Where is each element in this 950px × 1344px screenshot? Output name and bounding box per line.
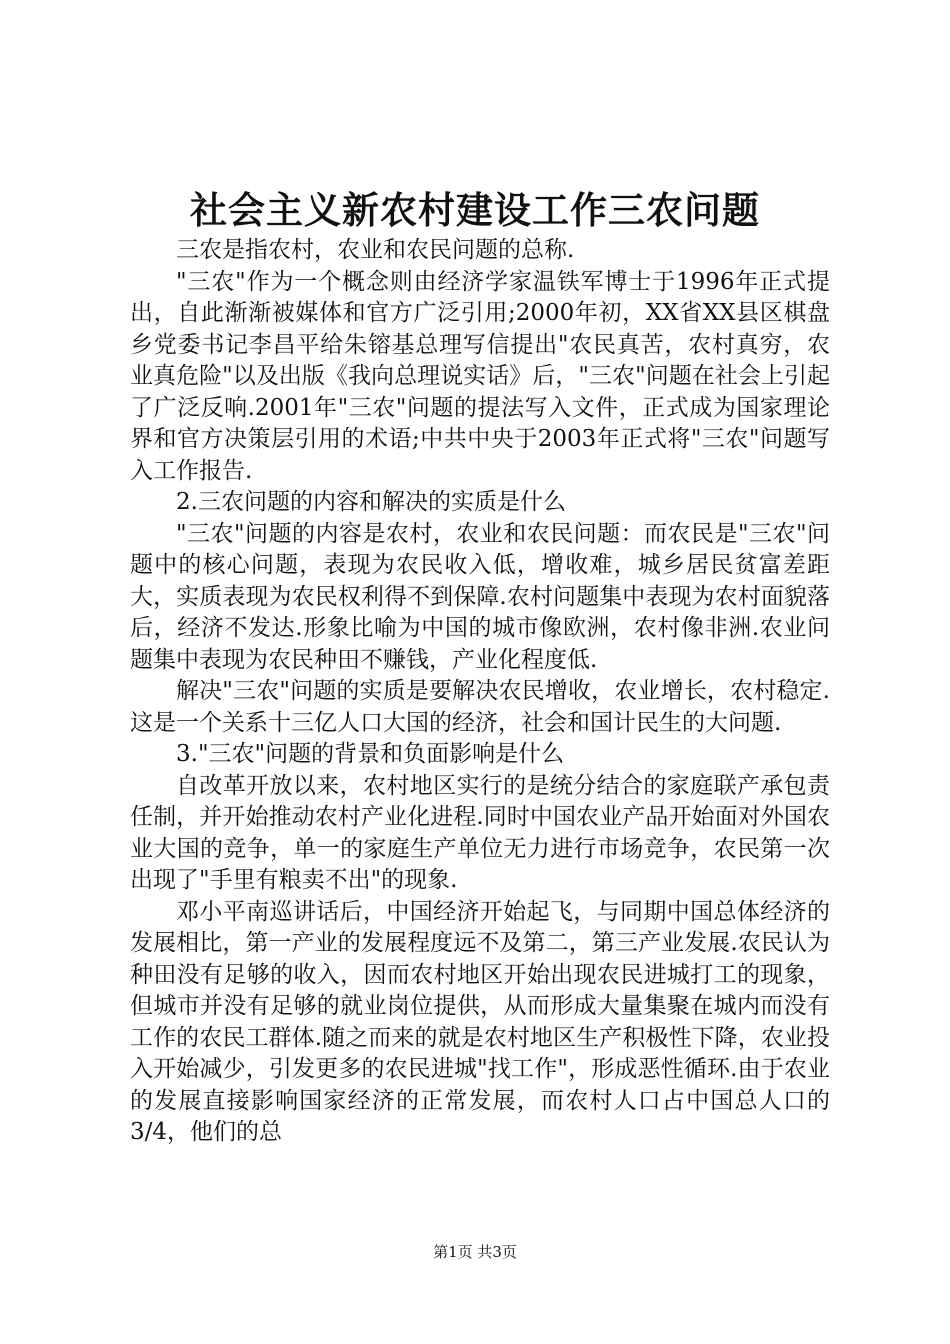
document-title: 社会主义新农村建设工作三农问题 bbox=[190, 188, 760, 232]
paragraph: 解决"三农"问题的实质是要解决农民增收，农业增长，农村稳定.这是一个关系十三亿人口大国的经济，社会和国计民生的大问题. bbox=[130, 678, 830, 736]
paragraph: 三农是指农村，农业和农民问题的总称. bbox=[176, 237, 575, 263]
paragraph: "三农"作为一个概念则由经济学家温铁军博士于1996年正式提出，自此渐渐被媒体和官方广泛引用;2000年初，XX省XX县区棋盘乡党委书记李昌平给朱镕基总理写信提出"农民真苦，农村真穷，农业真危险"以及出版《我向总理说实话》后，"三农"问题在社会上引起了广泛反响.2001年"三农"问题的提法写入文件，正式成为国家理论界和官方决策层引用的术语;中共中央于2003年正式将"三农"问题写入工作报告. bbox=[130, 268, 830, 484]
section-heading: 3."三农"问题的背景和负面影响是什么 bbox=[176, 741, 565, 767]
document-body bbox=[130, 235, 830, 1149]
paragraph: 邓小平南巡讲话后，中国经济开始起飞，与同期中国总体经济的发展相比，第一产业的发展程度远不及第二，第三产业发展.农民认为种田没有足够的收入，因而农村地区开始出现农民进城打工的现象，但城市并没有足够的就业岗位提供，从而形成大量集聚在城内而没有工作的农民工群体.随之而来的就是农村地区生产积极性下降，农业投入开始减少，引发更多的农民进城"找工作"，形成恶性循环.由于农业的发展直接影响国家经济的正常发展，而农村人口占中国总人口的3/4，他们的总 bbox=[130, 898, 830, 1145]
page-footer: 第1页 共3页 bbox=[433, 1243, 517, 1261]
paragraph: 自改革开放以来，农村地区实行的是统分结合的家庭联产承包责任制，并开始推动农村产业化进程.同时中国农业产品开始面对外国农业大国的竞争，单一的家庭生产单位无力进行市场竞争，农民第一次出现了"手里有粮卖不出"的现象. bbox=[130, 772, 830, 893]
paragraph: "三农"问题的内容是农村，农业和农民问题：而农民是"三农"问题中的核心问题，表现为农民收入低，增收难，城乡居民贫富差距大，实质表现为农民权利得不到保障.农村问题集中表现为农村面貌落后，经济不发达.形象比喻为中国的城市像欧洲，农村像非洲.农业问题集中表现为农民种田不赚钱，产业化程度低. bbox=[130, 520, 830, 673]
section-heading: 2.三农问题的内容和解决的实质是什么 bbox=[176, 489, 566, 515]
